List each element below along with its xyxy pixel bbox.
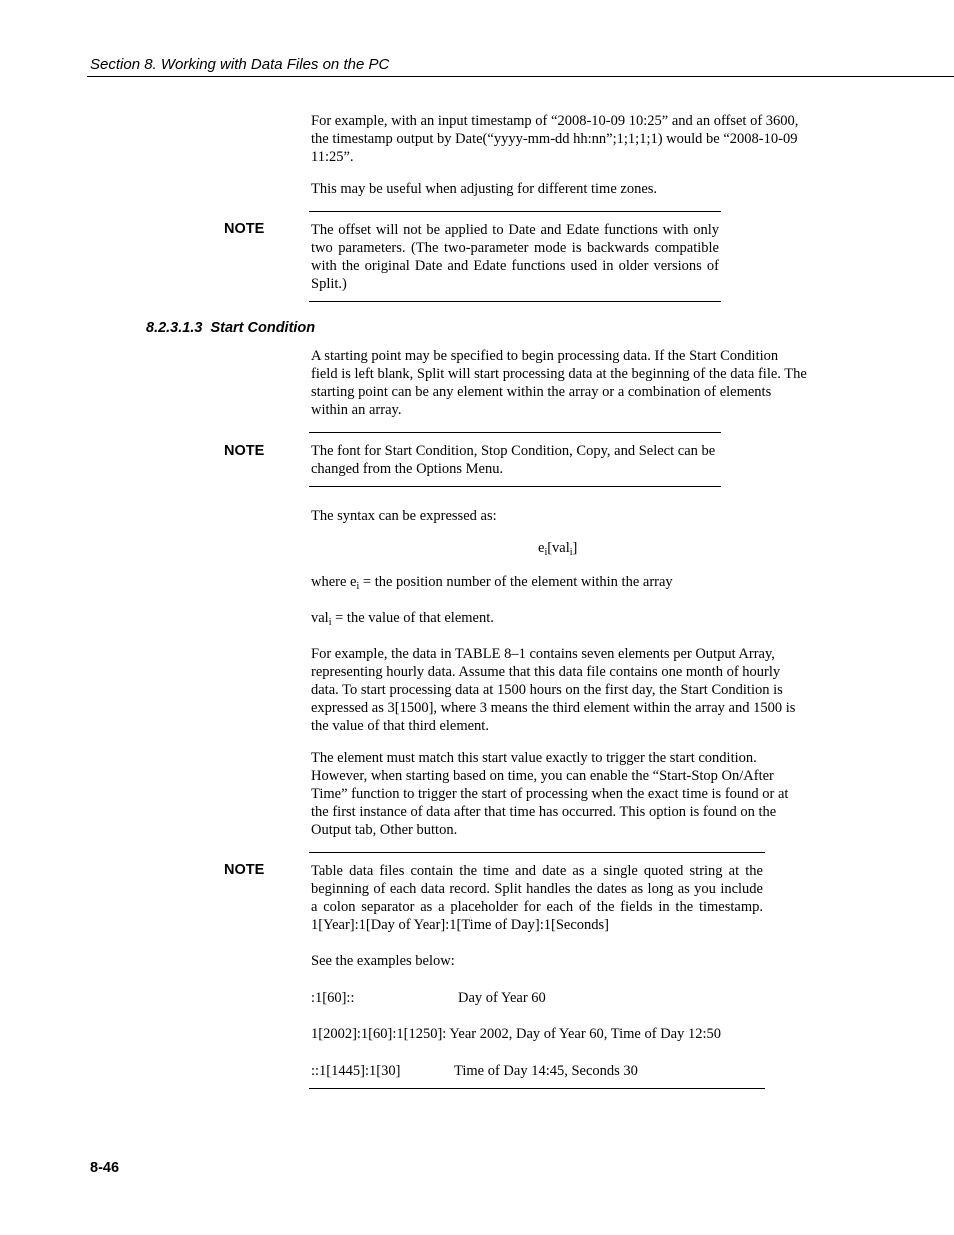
page-number: 8-46 xyxy=(90,1160,120,1176)
note3-label: NOTE xyxy=(224,862,265,878)
expr-end: ] xyxy=(572,540,578,556)
running-head: Section 8. Working with Data Files on the PC xyxy=(90,56,390,73)
val-prefix: val xyxy=(311,610,329,626)
val-line xyxy=(311,609,494,627)
match-paragraph: The element must match this start value exactly to trigger the start condition. However, when starting based on time, you can enable the “Start-Stop On/After Time” function to trigger the start of processing when the exact time is found or at the first instance of data after that time has occurred. This option is found on the Output tab, Other button. xyxy=(311,750,789,838)
example1-desc: Day of Year 60 xyxy=(458,990,546,1006)
example2-line: 1[2002]:1[60]:1[1250]: Year 2002, Day of Year 60, Time of Day 12:50 xyxy=(311,1026,722,1042)
expr-mid: [val xyxy=(547,540,570,556)
example3-desc: Time of Day 14:45, Seconds 30 xyxy=(454,1063,638,1079)
note1-bottom-rule xyxy=(309,301,721,302)
table-example-paragraph: For example, the data in TABLE 8–1 contains seven elements per Output Array, representing hourly data. Assume that this data file contains one month of hourly data. To start processing data at 1500 hours on the first day, the Start Condition is expressed as 3[1500], where 3 means the third element within the array and 1500 is the value of that third element. xyxy=(311,646,796,734)
section-heading xyxy=(146,320,315,336)
val-rest: = the value of that element. xyxy=(331,610,494,626)
where-prefix: where e xyxy=(311,574,357,590)
note2-top-rule xyxy=(309,432,721,433)
note1-top-rule xyxy=(309,211,721,212)
where-sub-i: i xyxy=(356,581,360,592)
note3-top-rule xyxy=(309,852,765,853)
note2-bottom-rule xyxy=(309,486,721,487)
expr-e: e xyxy=(538,540,545,556)
expr-sub-i: i xyxy=(544,547,548,558)
expr-sub-i-2: i xyxy=(569,547,573,558)
where-rest: = the position number of the element within the array xyxy=(359,574,673,590)
syntax-expression xyxy=(538,539,577,557)
section-title: Start Condition xyxy=(210,320,316,336)
note2-label: NOTE xyxy=(224,443,265,459)
syntax-intro: The syntax can be expressed as: xyxy=(311,508,497,524)
note3-bottom-rule xyxy=(309,1088,765,1089)
section-number: 8.2.3.1.3 xyxy=(146,320,203,336)
time-zone-paragraph: This may be useful when adjusting for different time zones. xyxy=(311,181,658,197)
example3-code: ::1[1445]:1[30] xyxy=(311,1063,401,1079)
header-rule xyxy=(87,76,954,77)
see-examples: See the examples below: xyxy=(311,953,455,969)
example1-code: :1[60]:: xyxy=(311,990,355,1006)
start-condition-paragraph: A starting point may be specified to begin processing data. If the Start Condition field is left blank, Split will start processing data at the beginning of the data file. The starting point can be any element within the array or a combination of elements within an array. xyxy=(311,348,807,418)
note3-text: Table data files contain the time and date as a single quoted string at the beginning of each data record. Split handles the dates as long as you include a colon separator as a placeholder for each of the fields in the timestamp. 1[Year]:1[Day of Year]:1[Time of Day]:1[Seconds] xyxy=(311,863,763,933)
note1-text: The offset will not be applied to Date and Edate functions with only two parameters. (The two-parameter mode is backwards compatible with the original Date and Edate functions used in older versions of Split.) xyxy=(311,222,719,292)
example-paragraph: For example, with an input timestamp of “2008-10-09 10:25” and an offset of 3600, the timestamp output by Date(“yyyy-mm-dd hh:nn”;1;1;1;1) would be “2008-10-09 11:25”. xyxy=(311,113,799,165)
where-line xyxy=(311,573,673,591)
note1-label: NOTE xyxy=(224,221,265,237)
note2-text: The font for Start Condition, Stop Condition, Copy, and Select can be changed from the Options Menu. xyxy=(311,443,716,477)
val-sub-i: i xyxy=(328,617,332,628)
